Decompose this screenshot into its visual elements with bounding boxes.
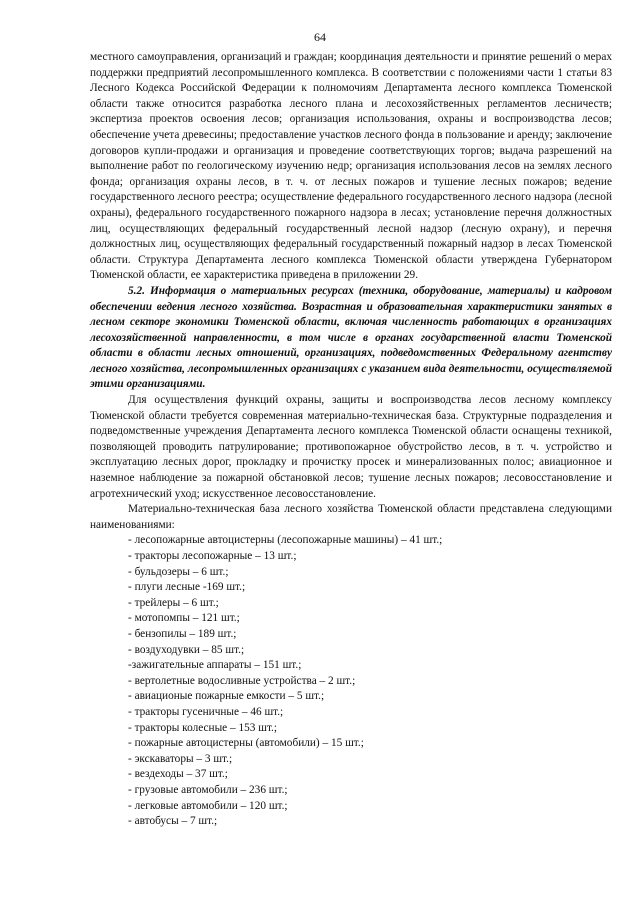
section-heading-5-2: 5.2. Информация о материальных ресурсах (техника, оборудование, материалы) и кадровом обеспечении ведения лесного хозяйства. Возрастная и образовательная характеристики занятых в лесном секторе экономики Тюменской области, включая численность работающих в организациях лесохозяйственной направленности, в том числе в органах государственной власти Тюменской области в области лесных отношений, организациях, подведомственных Федеральному агентству лесного хозяйства, лесопромышленных организациях с указанием вида деятельности, осуществляемой этими организациями. bbox=[90, 284, 612, 391]
paragraph-material-base-intro: Материально-техническая база лесного хозяйства Тюменской области представлена следующими наименованиями: bbox=[90, 503, 612, 531]
list-item: - плуги лесные -169 шт.; bbox=[128, 581, 246, 594]
list-item: - вертолетные водосливные устройства – 2 шт.; bbox=[128, 674, 356, 687]
paragraph-forest-department-powers: местного самоуправления, организаций и граждан; координация деятельности и принятие решений о мерах поддержки предприятий лесопромышленного комплекса. В соответствии с положениями части 1 статьи 83 Лесного Кодекса Российской Федерации к полномочиям Департамента лесного комплекса Тюменской области также относится разработка лесного плана и лесохозяйственных регламентов лесничеств; экспертиза проектов освоения лесов; организация использования, охраны и воспроизводства лесов; обеспечение учета древесины; предоставление участков лесного фонда в пользование и аренду; заключение договоров купли-продажи и организация и проведение соответствующих торгов; выдача разрешений на выполнение работ по геологическому изучению недр; организация использования лесов на землях лесного фонда; организация охраны лесов, в т. ч. от лесных пожаров и тушение лесных пожаров; ведение государственного лесного реестра; осуществление федерального государственного лесного надзора (лесной охраны), федерального государственного пожарного надзора в лесах; установление перечня должностных лиц, осуществляющих федеральный государственный лесной надзор (лесную охрану), и перечня должностных лиц, осуществляющих федеральный государственный пожарный надзор в лесах Тюменской области. Структура Департамента лесного комплекса Тюменской области утверждена Губернатором Тюменской области, ее характеристика приведена в приложении 29. bbox=[90, 51, 612, 282]
paragraph-material-base-need: Для осуществления функций охраны, защиты и воспроизводства лесов лесному комплексу Тюменской области требуется современная материально-техническая база. Структурные подразделения и подведомственные учреждения Департамента лесного комплекса Тюменской области оснащены техникой, позволяющей проводить патрулирование; противопожарное обустройство лесов, в т. ч. устройство и эксплуатацию лесных дорог, прокладку и прочистку просек и минерализованных полос; авиационное и наземное наблюдение за пожарной обстановкой лесов; тушение лесных пожаров; лесовосстановление и агротехнический уход; искусственное лесовосстановление. bbox=[90, 394, 612, 500]
list-item: - воздуходувки – 85 шт.; bbox=[128, 643, 245, 656]
list-item: - мотопомпы – 121 шт.; bbox=[128, 612, 240, 625]
list-item: - трейлеры – 6 шт.; bbox=[128, 596, 219, 609]
list-item: - тракторы гусеничные – 46 шт.; bbox=[128, 705, 284, 718]
list-item: - лесопожарные автоцистерны (лесопожарные машины) – 41 шт.; bbox=[128, 534, 443, 547]
list-item: -зажигательные аппараты – 151 шт.; bbox=[128, 659, 302, 672]
page-number: 64 bbox=[314, 30, 326, 44]
list-item: - вездеходы – 37 шт.; bbox=[128, 768, 228, 781]
list-item: - тракторы колесные – 153 шт.; bbox=[128, 721, 277, 734]
list-item: - бензопилы – 189 шт.; bbox=[128, 627, 237, 640]
list-item: - грузовые автомобили – 236 шт.; bbox=[128, 783, 288, 796]
list-item: - автобусы – 7 шт.; bbox=[128, 815, 218, 828]
document-body bbox=[90, 50, 612, 830]
equipment-list bbox=[90, 533, 612, 829]
list-item: - легковые автомобили – 120 шт.; bbox=[128, 799, 288, 812]
list-item: - пожарные автоцистерны (автомобили) – 15 шт.; bbox=[128, 737, 364, 750]
list-item: - бульдозеры – 6 шт.; bbox=[128, 565, 229, 578]
list-item: - экскаваторы – 3 шт.; bbox=[128, 752, 233, 765]
list-item: - авиационые пожарные емкости – 5 шт.; bbox=[128, 690, 325, 703]
list-item: - тракторы лесопожарные – 13 шт.; bbox=[128, 550, 297, 562]
